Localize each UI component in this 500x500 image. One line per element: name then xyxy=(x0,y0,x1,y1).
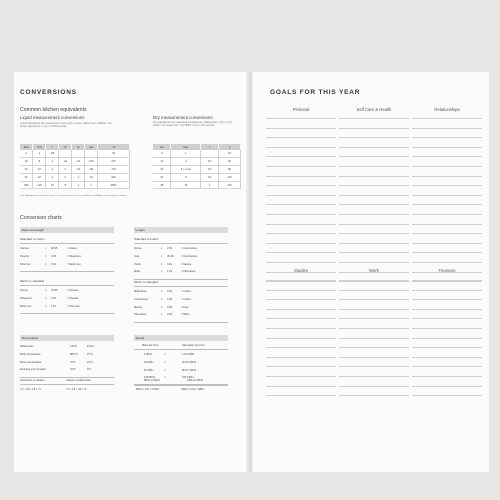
table-cell: 1/2 xyxy=(72,166,85,174)
goal-writing-line[interactable] xyxy=(339,357,409,358)
goal-writing-line[interactable] xyxy=(266,328,336,329)
conversion-cell: = Inches xyxy=(181,290,191,293)
conversion-cell: Kilograms xyxy=(20,296,32,300)
table-cell: 1 xyxy=(46,158,59,166)
liquid-table xyxy=(20,144,130,189)
goal-writing-line[interactable] xyxy=(339,137,409,138)
divider xyxy=(134,243,228,244)
conversion-cell: Miles xyxy=(134,270,141,274)
goal-writing-line[interactable] xyxy=(412,299,482,300)
goal-writing-line[interactable] xyxy=(339,281,409,282)
table-cell: 1 xyxy=(59,166,72,174)
conversion-cell: 21°C xyxy=(87,360,93,364)
mph-to-kmh-label: MPH to KM/H xyxy=(144,379,160,382)
goal-writing-line[interactable] xyxy=(412,262,482,263)
table-cell: 8 xyxy=(33,158,46,166)
goal-writing-line[interactable] xyxy=(412,395,482,396)
table-cell: 24 xyxy=(153,173,171,181)
liquid-title: Liquid measurement conversions xyxy=(20,115,85,120)
goal-writing-line[interactable] xyxy=(339,243,409,244)
conversion-cell: x xyxy=(45,254,47,258)
goal-writing-line[interactable] xyxy=(339,224,409,225)
conversion-cell: 0.04 xyxy=(167,290,173,293)
column-header: c xyxy=(201,144,219,150)
table-cell: 1/16 xyxy=(85,158,98,166)
table-row xyxy=(20,173,130,181)
table-cell: 48 xyxy=(153,181,171,189)
conversion-cell: = Miles xyxy=(181,313,190,317)
conversion-cell: 30.48 xyxy=(167,254,174,258)
goal-writing-line[interactable] xyxy=(339,262,409,263)
conversion-cell: Kilometres xyxy=(134,313,147,317)
conversion-cell: Pounds xyxy=(20,254,29,258)
table-cell: 946 xyxy=(98,173,130,181)
table-cell: 16 xyxy=(153,166,171,174)
goal-writing-line[interactable] xyxy=(339,376,409,377)
conversions-page xyxy=(14,72,247,472)
goal-writing-line[interactable] xyxy=(266,118,336,119)
conversion-cell: Freezing point of water xyxy=(20,368,47,372)
table-cell: 237 xyxy=(98,158,130,166)
table-cell: 1/2 xyxy=(59,158,72,166)
column-header: tbsp xyxy=(171,144,201,150)
column-header: qt xyxy=(72,144,85,150)
length-to-metric-label: Standard to metric xyxy=(134,237,159,241)
goal-writing-line[interactable] xyxy=(339,204,409,205)
column-header: fl oz xyxy=(33,144,46,150)
goal-writing-line[interactable] xyxy=(266,376,336,377)
conversion-cell: 32°F xyxy=(70,368,76,372)
f-to-c-label: Fahrenheit to Celsius xyxy=(20,379,45,382)
conversion-cell: x xyxy=(161,313,163,317)
table-cell: 60 xyxy=(219,158,241,166)
goal-writing-line[interactable] xyxy=(412,366,482,367)
table-cell: 1 xyxy=(33,150,46,158)
divider xyxy=(134,349,228,350)
table-cell: 1/8 xyxy=(85,166,98,174)
conversion-cell: x xyxy=(45,296,47,300)
conversion-cell: = Metric ton xyxy=(67,262,81,266)
column-header: tsp xyxy=(153,144,171,150)
goal-writing-line[interactable] xyxy=(266,224,336,225)
conversion-cell: = xyxy=(164,360,166,364)
goal-writing-line[interactable] xyxy=(412,204,482,205)
table-row xyxy=(20,181,130,189)
table-cell xyxy=(201,150,219,158)
column-header: tbsp xyxy=(20,144,33,150)
conversion-cell: 212°F xyxy=(70,345,77,348)
conversion-cell: = Feet xyxy=(181,305,189,309)
conversion-cell: Metres xyxy=(134,305,142,309)
table-cell: 4 xyxy=(46,173,59,181)
conversion-cell: 3.28 xyxy=(167,305,173,309)
goal-writing-line[interactable] xyxy=(266,137,336,138)
conversion-cell: Feet xyxy=(134,254,140,258)
divider xyxy=(20,285,114,286)
goal-writing-line[interactable] xyxy=(339,395,409,396)
goal-writing-line[interactable] xyxy=(412,156,482,157)
table-cell: 1/4 xyxy=(72,158,85,166)
goal-writing-line[interactable] xyxy=(339,166,409,167)
goal-writing-line[interactable] xyxy=(339,290,409,291)
goal-writing-line[interactable] xyxy=(266,185,336,186)
conversion-cell: Metric ton xyxy=(20,304,32,308)
f-to-c-formula: (°F - 32) / 1.8 = °C xyxy=(20,388,42,391)
dry-note: Dry ingredients are measured in teaspoons, tablespoons, cups, or by weight. For these cup = 16 TBSP, 1 cup = 8.0 ounces. xyxy=(153,121,233,128)
table-cell: 8 xyxy=(59,181,72,189)
goal-writing-line[interactable] xyxy=(266,156,336,157)
goal-writing-line[interactable] xyxy=(412,376,482,377)
table-cell: 30 xyxy=(98,150,130,158)
table-cell: 16 xyxy=(171,181,201,189)
goal-writing-line[interactable] xyxy=(266,386,336,387)
conversion-cell: = Ounces xyxy=(67,289,79,292)
conversion-cell: 0.035 xyxy=(51,289,58,292)
goal-writing-line[interactable] xyxy=(339,176,409,177)
conversion-cell: x xyxy=(45,289,47,292)
goal-writing-line[interactable] xyxy=(266,243,336,244)
goal-writing-line[interactable] xyxy=(339,318,409,319)
dry-title: Dry measurement conversions xyxy=(153,115,213,120)
conversion-cell: = Pounds xyxy=(67,296,79,300)
goal-column-title: Relationships xyxy=(434,107,460,112)
goal-writing-line[interactable] xyxy=(412,347,482,348)
conversion-cell: = Inches xyxy=(181,297,191,301)
table-cell: 62 xyxy=(20,173,33,181)
goal-writing-line[interactable] xyxy=(412,233,482,234)
column-header: c xyxy=(46,144,59,150)
table-row xyxy=(153,181,241,189)
goal-writing-line[interactable] xyxy=(412,309,482,310)
conversion-cell: 1.10 xyxy=(51,304,57,308)
table-cell: 473 xyxy=(98,166,130,174)
table-cell: 1 xyxy=(171,150,201,158)
c-to-f-label: Celsius to Fahrenheit xyxy=(66,379,91,382)
conversion-cell: 98.6°F xyxy=(70,352,78,356)
liquid-note: Liquid ingredients are measured in cups, pints, quarts, gallons per millilitres. For these ingredients, 1 cup = 8 fluid ounces. xyxy=(20,122,112,129)
conversion-cell: 25 MPH xyxy=(144,360,154,364)
goal-column-title: Personal xyxy=(292,107,310,112)
divider xyxy=(20,271,114,272)
goal-writing-line[interactable] xyxy=(412,147,482,148)
conversion-cell: x xyxy=(45,247,47,250)
conversion-cell: 1.61 KM/H xyxy=(182,353,195,356)
temperature-heading: Temperature xyxy=(20,335,114,341)
goal-writing-line[interactable] xyxy=(412,224,482,225)
table-cell: 1/4 xyxy=(85,173,98,181)
goal-writing-line[interactable] xyxy=(412,357,482,358)
goal-writing-line[interactable] xyxy=(266,338,336,339)
conversion-cell: Room temperature xyxy=(20,360,42,364)
goal-writing-line[interactable] xyxy=(266,233,336,234)
table-row xyxy=(20,158,130,166)
conversion-cell: Centimetres xyxy=(134,297,148,301)
table-cell: 3 xyxy=(153,150,171,158)
table-cell: 240 xyxy=(219,181,241,189)
conversion-cell: 1.61 xyxy=(167,270,173,274)
conversion-cell: = xyxy=(164,376,166,380)
goals-page xyxy=(253,72,489,472)
conversion-cell: 161 KM/H xyxy=(182,376,194,380)
conversion-cell: = Short ton xyxy=(67,304,80,308)
divider xyxy=(134,385,228,386)
goal-writing-line[interactable] xyxy=(339,156,409,157)
table-cell: 4 xyxy=(171,158,201,166)
conversion-cell: 40.23 KM/H xyxy=(182,360,196,364)
goal-writing-line[interactable] xyxy=(412,166,482,167)
goal-writing-line[interactable] xyxy=(339,195,409,196)
table-cell: 12 xyxy=(153,158,171,166)
conversion-cell: Grams xyxy=(20,289,28,292)
conversion-cell: 37°C xyxy=(87,352,93,356)
column-header: ml xyxy=(98,144,130,150)
conversion-cell: 0.91 xyxy=(167,262,173,266)
conversion-cell: = Kilometres xyxy=(181,270,196,274)
table-cell: 3800 xyxy=(98,181,130,189)
length-heading: Length xyxy=(134,227,228,233)
goal-writing-line[interactable] xyxy=(266,299,336,300)
conversion-cell: Ounces xyxy=(20,247,29,250)
table-cell: 32 xyxy=(20,166,33,174)
table-cell: 1 xyxy=(72,173,85,181)
goals-title: GOALS FOR THIS YEAR xyxy=(270,89,361,96)
page-title: CONVERSIONS xyxy=(20,89,77,96)
mass-to-standard-label: Metric to standard xyxy=(20,279,45,283)
column-header: pt xyxy=(59,144,72,150)
goal-writing-line[interactable] xyxy=(339,118,409,119)
table-cell: 256 xyxy=(20,181,33,189)
goal-column-title: Finances xyxy=(438,268,456,273)
column-header: gal xyxy=(85,144,98,150)
kmh-to-mph-label: KM/H to MPH xyxy=(187,379,203,382)
conversion-cell: 50 MPH xyxy=(144,368,154,372)
conversion-cell: x xyxy=(161,297,163,301)
goal-column-title: Work xyxy=(369,268,379,273)
conversion-cell: x xyxy=(45,304,47,308)
goal-writing-line[interactable] xyxy=(339,328,409,329)
goal-writing-line[interactable] xyxy=(412,338,482,339)
speed-col-a: Miles per hour xyxy=(142,344,159,347)
table-cell: 2 xyxy=(20,150,33,158)
mass-heading: Mass and weight xyxy=(20,227,114,233)
goal-writing-line[interactable] xyxy=(266,281,336,282)
conversion-cell: x xyxy=(161,270,163,274)
divider xyxy=(20,243,114,244)
table-cell xyxy=(85,150,98,158)
goal-writing-line[interactable] xyxy=(339,366,409,367)
divider xyxy=(134,286,228,287)
table-cell: 4 xyxy=(72,181,85,189)
divider xyxy=(134,322,228,323)
table-row xyxy=(20,166,130,174)
table-cell: 1/2 xyxy=(201,173,219,181)
goal-writing-line[interactable] xyxy=(412,137,482,138)
goal-writing-line[interactable] xyxy=(412,252,482,253)
goal-writing-line[interactable] xyxy=(412,281,482,282)
goal-writing-line[interactable] xyxy=(412,185,482,186)
goal-writing-line[interactable] xyxy=(412,118,482,119)
goal-writing-line[interactable] xyxy=(339,214,409,215)
conversion-cell: = Centimetres xyxy=(181,254,198,258)
conversion-cell: = Kilograms xyxy=(67,254,81,258)
goal-column-title: Self Care & Health xyxy=(356,107,392,112)
table-row xyxy=(153,173,241,181)
goal-writing-line[interactable] xyxy=(412,243,482,244)
table-cell: 15 xyxy=(219,150,241,158)
table-cell: 5 + 1 tsp xyxy=(171,166,201,174)
table-cell: 128 xyxy=(33,181,46,189)
conversion-cell: 2.20 xyxy=(51,296,57,300)
conversion-cell: = Metres xyxy=(181,262,192,266)
conversion-cell: = xyxy=(164,368,166,372)
divider xyxy=(20,313,114,314)
conversion-cell: x xyxy=(161,254,163,258)
table-cell xyxy=(59,150,72,158)
speed-col-b: Kilometres per hour xyxy=(182,344,205,347)
conversion-cell: x xyxy=(161,247,163,250)
conversion-cell: = Centimetres xyxy=(181,247,198,250)
goal-writing-line[interactable] xyxy=(266,280,336,281)
goal-writing-line[interactable] xyxy=(266,176,336,177)
conversion-cell: x xyxy=(161,262,163,266)
goal-writing-line[interactable] xyxy=(339,233,409,234)
mph-to-kmh-formula: MPH x 1.61 = KM/H xyxy=(136,388,159,391)
goal-writing-line[interactable] xyxy=(266,318,336,319)
goal-writing-line[interactable] xyxy=(339,128,409,129)
conversion-cell: 28.35 xyxy=(51,247,58,250)
dry-table xyxy=(153,144,241,189)
divider xyxy=(134,384,228,385)
goal-writing-line[interactable] xyxy=(266,262,336,263)
goal-writing-line[interactable] xyxy=(339,280,409,281)
goal-writing-line[interactable] xyxy=(412,176,482,177)
goal-writing-line[interactable] xyxy=(412,386,482,387)
table-row xyxy=(153,166,241,174)
goal-writing-line[interactable] xyxy=(339,338,409,339)
goal-writing-line[interactable] xyxy=(266,166,336,167)
goal-writing-line[interactable] xyxy=(412,214,482,215)
table-cell: 1/3 xyxy=(201,166,219,174)
conversion-cell: 80.47 KM/H xyxy=(182,368,196,372)
goal-writing-line[interactable] xyxy=(339,252,409,253)
goal-writing-line[interactable] xyxy=(266,366,336,367)
goal-writing-line[interactable] xyxy=(339,147,409,148)
goal-writing-line[interactable] xyxy=(266,147,336,148)
conversion-cell: x xyxy=(161,305,163,309)
abbreviation-legend: tbsp Tablespoons fl oz Fluid Ounces c Cups pt Pints qt Quarts gal Gallons ml Millilitres tsp Teaspoon g Grams xyxy=(20,195,127,197)
goal-writing-line[interactable] xyxy=(266,309,336,310)
goal-writing-line[interactable] xyxy=(266,357,336,358)
conversion-cell: Yards xyxy=(134,262,141,266)
table-cell: 1 xyxy=(201,181,219,189)
goal-writing-line[interactable] xyxy=(266,347,336,348)
goal-writing-line[interactable] xyxy=(266,290,336,291)
conversion-cell: 100 MPH xyxy=(144,376,155,380)
table-cell: 16 xyxy=(20,158,33,166)
table-cell: 2 xyxy=(46,166,59,174)
goal-writing-line[interactable] xyxy=(339,185,409,186)
speed-heading: Speed xyxy=(134,335,228,341)
table-cell: 1/4 xyxy=(201,158,219,166)
goal-writing-line[interactable] xyxy=(339,347,409,348)
goal-writing-line[interactable] xyxy=(339,386,409,387)
table-cell: 16 xyxy=(33,166,46,174)
conversion-cell: = Grams xyxy=(67,247,78,250)
goal-writing-line[interactable] xyxy=(266,195,336,196)
conversion-cell: Short ton xyxy=(20,262,31,266)
goal-writing-line[interactable] xyxy=(266,204,336,205)
table-cell: 8 xyxy=(171,173,201,181)
goal-writing-line[interactable] xyxy=(266,214,336,215)
conversion-cell: 0°C xyxy=(87,368,92,372)
conversion-cell: 2.54 xyxy=(167,247,173,250)
conversion-cell: 0.62 xyxy=(167,313,173,317)
table-cell: 80 xyxy=(219,166,241,174)
goal-writing-line[interactable] xyxy=(412,280,482,281)
length-to-standard-label: Metric to standard xyxy=(134,280,159,284)
conversion-cell: 1 MPH xyxy=(144,353,152,356)
conversion-cell: Body temperature xyxy=(20,352,41,356)
conversion-cell: Water boils xyxy=(20,345,33,348)
goal-writing-line[interactable] xyxy=(266,252,336,253)
divider xyxy=(20,377,114,378)
c-to-f-formula: °C x 1.8 + 32 = °F xyxy=(66,388,87,391)
goal-writing-line[interactable] xyxy=(266,395,336,396)
conversion-cell: 100°C xyxy=(87,345,95,348)
table-cell: 1/8 xyxy=(46,150,59,158)
goal-writing-line[interactable] xyxy=(412,318,482,319)
goal-writing-line[interactable] xyxy=(266,128,336,129)
goal-column-title: Studies xyxy=(294,268,308,273)
table-row xyxy=(153,150,241,158)
kitchen-heading: Common kitchen equivalents xyxy=(20,107,87,113)
table-cell: 120 xyxy=(219,173,241,181)
conversion-cell: = xyxy=(164,353,166,356)
conversion-cell: Inches xyxy=(134,247,142,250)
table-cell: 1 xyxy=(85,181,98,189)
conversion-cell: x xyxy=(161,290,163,293)
conversion-charts-heading: Conversion charts xyxy=(20,215,62,221)
conversion-cell: x xyxy=(45,262,47,266)
conversion-cell: Millimetres xyxy=(134,290,147,293)
table-cell xyxy=(72,150,85,158)
table-cell: 2 xyxy=(59,173,72,181)
goal-writing-line[interactable] xyxy=(412,328,482,329)
goal-writing-line[interactable] xyxy=(339,309,409,310)
table-cell: 32 xyxy=(33,173,46,181)
goal-writing-line[interactable] xyxy=(412,290,482,291)
conversion-cell: 0.45 xyxy=(51,254,57,258)
table-row xyxy=(153,158,241,166)
table-row xyxy=(20,150,130,158)
goal-writing-line[interactable] xyxy=(412,195,482,196)
mass-to-metric-label: Standard to metric xyxy=(20,237,45,241)
goal-writing-line[interactable] xyxy=(339,299,409,300)
table-cell: 16 xyxy=(46,181,59,189)
conversion-cell: 0.91 xyxy=(51,262,57,266)
divider xyxy=(20,384,114,385)
kmh-to-mph-formula: KM/H x 0.62 = MPH xyxy=(181,388,204,391)
conversion-cell: 70°F xyxy=(70,360,76,364)
goal-writing-line[interactable] xyxy=(412,128,482,129)
column-header: g xyxy=(219,144,241,150)
conversion-cell: 0.39 xyxy=(167,297,173,301)
